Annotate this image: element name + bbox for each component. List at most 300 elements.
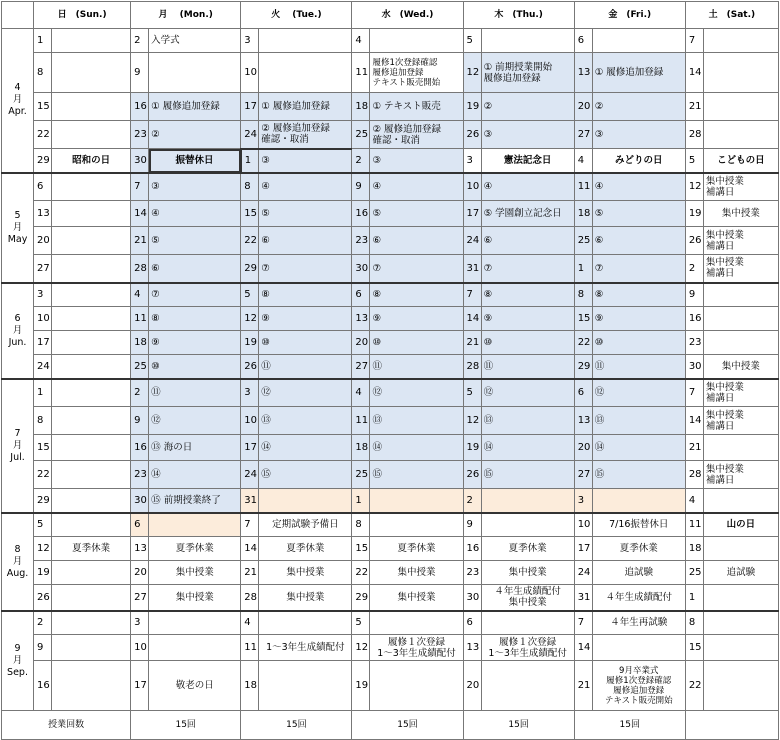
day-number-fri: 7 [574, 611, 592, 635]
day-event-sun [52, 407, 131, 435]
day-number-wed: 11 [352, 407, 370, 435]
day-event-sun [52, 307, 131, 331]
day-number-thu: 19 [463, 435, 481, 461]
day-number-thu: 12 [463, 53, 481, 93]
day-number-tue: 12 [241, 307, 259, 331]
day-event-fri: 追試験 [592, 561, 685, 585]
day-event-thu: ③ [481, 121, 574, 149]
day-number-mon: 9 [131, 407, 149, 435]
day-event-tue: ⑭ [259, 435, 352, 461]
week-row [2, 513, 779, 537]
day-number-sat: 9 [685, 283, 703, 307]
day-event-mon: 振替休日 [149, 149, 241, 173]
day-event-tue: 集中授業 [259, 561, 352, 585]
day-number-thu: 23 [463, 561, 481, 585]
week-row [2, 53, 779, 93]
day-event-sun: 夏季休業 [52, 537, 131, 561]
day-event-sat: こどもの日 [703, 149, 778, 173]
day-number-fri: 14 [574, 635, 592, 661]
week-row [2, 489, 779, 513]
day-number-sun: 10 [34, 307, 52, 331]
lesson-count-wed: 15回 [352, 711, 463, 740]
day-event-mon: ② [149, 121, 241, 149]
day-event-thu [481, 513, 574, 537]
day-event-thu: ４年生成績配付 集中授業 [481, 585, 574, 611]
day-number-sun: 17 [34, 331, 52, 355]
day-event-sat: 集中授業 [703, 355, 778, 379]
week-row [2, 435, 779, 461]
day-event-mon: ③ [149, 173, 241, 201]
week-row [2, 93, 779, 121]
day-event-mon: ① 履修追加登録 [149, 93, 241, 121]
day-event-fri: ⑪ [592, 355, 685, 379]
day-event-mon [149, 53, 241, 93]
day-event-sun [52, 201, 131, 227]
day-event-fri: ⑧ [592, 283, 685, 307]
day-number-mon: 6 [131, 513, 149, 537]
day-number-sun: 29 [34, 149, 52, 173]
day-number-sat: 5 [685, 149, 703, 173]
day-number-sat: 22 [685, 661, 703, 711]
day-number-fri: 29 [574, 355, 592, 379]
day-number-fri: 8 [574, 283, 592, 307]
day-number-sun: 1 [34, 379, 52, 407]
day-number-sun: 22 [34, 121, 52, 149]
day-number-tue: 8 [241, 173, 259, 201]
day-number-sat: 26 [685, 227, 703, 255]
day-number-sun: 12 [34, 537, 52, 561]
day-event-thu: ④ [481, 173, 574, 201]
day-event-tue [259, 29, 352, 53]
day-number-wed: 29 [352, 585, 370, 611]
day-number-thu: 21 [463, 331, 481, 355]
day-event-sat: 山の日 [703, 513, 778, 537]
day-event-sat: 集中授業 補講日 [703, 461, 778, 489]
day-number-thu: 5 [463, 379, 481, 407]
lesson-count-sat-empty [685, 711, 778, 740]
day-event-thu: ⑥ [481, 227, 574, 255]
lesson-count-mon: 15回 [131, 711, 241, 740]
day-number-mon: 28 [131, 255, 149, 283]
day-number-sat: 18 [685, 537, 703, 561]
day-event-wed: ⑫ [370, 379, 463, 407]
day-number-tue: 17 [241, 93, 259, 121]
day-event-sat [703, 331, 778, 355]
corner-cell [2, 2, 34, 29]
day-event-wed: ② 履修追加登録 確認・取消 [370, 121, 463, 149]
day-event-wed: ⑦ [370, 255, 463, 283]
day-number-sat: 4 [685, 489, 703, 513]
day-event-sun [52, 561, 131, 585]
day-event-fri: ⑩ [592, 331, 685, 355]
day-event-wed [370, 661, 463, 711]
day-event-thu [481, 29, 574, 53]
month-label: 9 月 Sep. [2, 611, 34, 711]
day-number-sun: 26 [34, 585, 52, 611]
day-number-thu: 16 [463, 537, 481, 561]
day-event-tue: ⑩ [259, 331, 352, 355]
day-event-wed: 集中授業 [370, 561, 463, 585]
day-number-tue: 3 [241, 29, 259, 53]
day-number-fri: 13 [574, 407, 592, 435]
day-number-tue: 29 [241, 255, 259, 283]
day-event-mon: ⑧ [149, 307, 241, 331]
day-event-wed: ④ [370, 173, 463, 201]
day-event-wed: ⑨ [370, 307, 463, 331]
day-number-fri: 6 [574, 379, 592, 407]
day-event-sun [52, 227, 131, 255]
day-event-sat: 集中授業 補講日 [703, 407, 778, 435]
week-row [2, 561, 779, 585]
day-number-mon: 16 [131, 435, 149, 461]
day-number-wed: 4 [352, 379, 370, 407]
header-sun: 日 (Sun.) [34, 2, 131, 29]
academic-calendar-table [1, 1, 779, 740]
day-event-sat [703, 29, 778, 53]
day-event-sun [52, 435, 131, 461]
day-event-mon: 敬老の日 [149, 661, 241, 711]
header-wed: 水 (Wed.) [352, 2, 463, 29]
week-row [2, 407, 779, 435]
day-event-mon: 集中授業 [149, 561, 241, 585]
header-tue: 火 (Tue.) [241, 2, 352, 29]
day-number-wed: 5 [352, 611, 370, 635]
day-number-tue: 18 [241, 661, 259, 711]
day-event-wed: ⑩ [370, 331, 463, 355]
day-number-fri: 27 [574, 461, 592, 489]
day-event-fri [592, 29, 685, 53]
day-number-wed: 25 [352, 461, 370, 489]
day-event-wed: ⑬ [370, 407, 463, 435]
day-event-mon: ⑫ [149, 407, 241, 435]
day-number-wed: 6 [352, 283, 370, 307]
day-event-wed [370, 29, 463, 53]
day-number-wed: 18 [352, 93, 370, 121]
day-number-wed: 23 [352, 227, 370, 255]
day-number-thu: 7 [463, 283, 481, 307]
day-number-tue: 21 [241, 561, 259, 585]
day-number-sat: 21 [685, 435, 703, 461]
day-event-sat: 集中授業 [703, 201, 778, 227]
day-event-thu: 履修１次登録 1～3年生成績配付 [481, 635, 574, 661]
day-number-mon: 20 [131, 561, 149, 585]
day-number-tue: 14 [241, 537, 259, 561]
week-row [2, 149, 779, 173]
day-event-thu: 夏季休業 [481, 537, 574, 561]
header-thu: 木 (Thu.) [463, 2, 574, 29]
day-number-thu: 26 [463, 121, 481, 149]
day-number-fri: 31 [574, 585, 592, 611]
day-event-fri: みどりの日 [592, 149, 685, 173]
week-row [2, 255, 779, 283]
day-number-mon: 17 [131, 661, 149, 711]
week-row [2, 201, 779, 227]
day-event-sat [703, 611, 778, 635]
day-number-mon: 25 [131, 355, 149, 379]
day-event-sat: 集中授業 補講日 [703, 227, 778, 255]
day-event-sun [52, 461, 131, 489]
day-number-sun: 3 [34, 283, 52, 307]
day-event-sun [52, 331, 131, 355]
day-number-sun: 16 [34, 661, 52, 711]
day-event-fri: ⑤ [592, 201, 685, 227]
day-number-sat: 28 [685, 461, 703, 489]
day-number-thu: 3 [463, 149, 481, 173]
day-number-tue: 1 [241, 149, 259, 173]
day-number-mon: 2 [131, 29, 149, 53]
day-event-mon: 入学式 [149, 29, 241, 53]
day-event-mon: ⑤ [149, 227, 241, 255]
day-event-wed: ③ [370, 149, 463, 173]
day-number-sun: 8 [34, 53, 52, 93]
day-event-fri: 夏季休業 [592, 537, 685, 561]
day-number-fri: 18 [574, 201, 592, 227]
day-number-sun: 22 [34, 461, 52, 489]
day-number-sun: 20 [34, 227, 52, 255]
day-event-mon: 夏季休業 [149, 537, 241, 561]
day-number-tue: 5 [241, 283, 259, 307]
day-event-sat: 集中授業 補講日 [703, 255, 778, 283]
day-number-wed: 13 [352, 307, 370, 331]
week-row [2, 537, 779, 561]
day-event-mon: ④ [149, 201, 241, 227]
day-number-sun: 19 [34, 561, 52, 585]
day-number-sat: 12 [685, 173, 703, 201]
day-number-sat: 25 [685, 561, 703, 585]
day-event-fri: ② [592, 93, 685, 121]
day-event-thu [481, 661, 574, 711]
day-event-sun [52, 53, 131, 93]
day-number-wed: 18 [352, 435, 370, 461]
day-event-fri: 7/16振替休日 [592, 513, 685, 537]
day-event-tue: ⑮ [259, 461, 352, 489]
day-event-mon [149, 611, 241, 635]
day-event-sun [52, 585, 131, 611]
day-number-mon: 9 [131, 53, 149, 93]
day-event-sun [52, 29, 131, 53]
day-number-sun: 29 [34, 489, 52, 513]
day-event-fri [592, 635, 685, 661]
day-event-thu: 憲法記念日 [481, 149, 574, 173]
week-row [2, 331, 779, 355]
day-event-tue: ② 履修追加登録 確認・取消 [259, 121, 352, 149]
day-number-mon: 4 [131, 283, 149, 307]
day-event-sun [52, 255, 131, 283]
day-event-thu: ⑦ [481, 255, 574, 283]
day-number-sat: 30 [685, 355, 703, 379]
day-event-thu: ⑮ [481, 461, 574, 489]
day-event-tue [259, 661, 352, 711]
day-number-tue: 10 [241, 53, 259, 93]
day-number-wed: 8 [352, 513, 370, 537]
day-event-fri: ⑮ [592, 461, 685, 489]
day-event-mon: ⑩ [149, 355, 241, 379]
day-number-fri: 10 [574, 513, 592, 537]
month-label: 7 月 Jul. [2, 379, 34, 513]
day-event-tue: ⑤ [259, 201, 352, 227]
header-sat: 土 (Sat.) [685, 2, 778, 29]
day-event-mon [149, 513, 241, 537]
day-number-sat: 14 [685, 53, 703, 93]
day-number-sat: 21 [685, 93, 703, 121]
day-number-sat: 14 [685, 407, 703, 435]
day-number-mon: 11 [131, 307, 149, 331]
day-event-wed [370, 611, 463, 635]
day-number-fri: 20 [574, 93, 592, 121]
day-number-tue: 17 [241, 435, 259, 461]
day-event-sun [52, 635, 131, 661]
weekday-header-row [2, 2, 779, 29]
day-number-tue: 10 [241, 407, 259, 435]
day-event-sun [52, 661, 131, 711]
day-number-wed: 30 [352, 255, 370, 283]
day-number-thu: 6 [463, 611, 481, 635]
day-event-tue: 1～3年生成績配付 [259, 635, 352, 661]
day-number-tue: 19 [241, 331, 259, 355]
day-event-wed: ⑭ [370, 435, 463, 461]
day-event-thu: ⑨ [481, 307, 574, 331]
day-number-wed: 15 [352, 537, 370, 561]
day-number-thu: 24 [463, 227, 481, 255]
day-event-fri: ４年生成績配付 [592, 585, 685, 611]
day-event-fri: ⑫ [592, 379, 685, 407]
day-event-tue: ⑬ [259, 407, 352, 435]
day-event-thu: ⑧ [481, 283, 574, 307]
day-event-thu: ⑭ [481, 435, 574, 461]
day-event-wed: 履修１次登録 1～3年生成績配付 [370, 635, 463, 661]
day-event-tue: 定期試験予備日 [259, 513, 352, 537]
day-number-sun: 1 [34, 29, 52, 53]
day-number-sun: 27 [34, 255, 52, 283]
day-event-sun [52, 283, 131, 307]
day-event-thu [481, 611, 574, 635]
day-number-wed: 22 [352, 561, 370, 585]
day-event-wed: 集中授業 [370, 585, 463, 611]
day-number-mon: 27 [131, 585, 149, 611]
day-number-mon: 30 [131, 149, 149, 173]
month-label: 8 月 Aug. [2, 513, 34, 611]
day-event-wed: ① テキスト販売 [370, 93, 463, 121]
day-number-sat: 23 [685, 331, 703, 355]
day-number-thu: 31 [463, 255, 481, 283]
day-number-fri: 6 [574, 29, 592, 53]
day-event-thu: ① 前期授業開始 履修追加登録 [481, 53, 574, 93]
day-number-thu: 12 [463, 407, 481, 435]
day-event-sun [52, 93, 131, 121]
day-number-thu: 9 [463, 513, 481, 537]
day-event-wed: ⑪ [370, 355, 463, 379]
day-number-sun: 9 [34, 635, 52, 661]
day-event-sat [703, 435, 778, 461]
day-number-thu: 30 [463, 585, 481, 611]
day-number-tue: 22 [241, 227, 259, 255]
day-number-mon: 7 [131, 173, 149, 201]
day-event-sun [52, 121, 131, 149]
day-number-fri: 11 [574, 173, 592, 201]
day-number-thu: 28 [463, 355, 481, 379]
day-number-mon: 30 [131, 489, 149, 513]
day-event-tue: ③ [259, 149, 352, 173]
week-row [2, 635, 779, 661]
day-event-sun [52, 355, 131, 379]
day-event-sun [52, 489, 131, 513]
day-number-sun: 15 [34, 435, 52, 461]
day-number-mon: 2 [131, 379, 149, 407]
day-number-wed: 2 [352, 149, 370, 173]
day-event-tue: ⑦ [259, 255, 352, 283]
day-number-sat: 7 [685, 29, 703, 53]
day-event-fri: ① 履修追加登録 [592, 53, 685, 93]
day-number-fri: 13 [574, 53, 592, 93]
week-row [2, 355, 779, 379]
day-number-thu: 26 [463, 461, 481, 489]
calendar-body [2, 29, 779, 711]
day-event-sun [52, 611, 131, 635]
day-number-sat: 2 [685, 255, 703, 283]
day-number-sat: 7 [685, 379, 703, 407]
day-event-sun [52, 513, 131, 537]
day-event-sun [52, 173, 131, 201]
day-number-tue: 26 [241, 355, 259, 379]
day-event-sat [703, 53, 778, 93]
day-number-tue: 31 [241, 489, 259, 513]
lesson-count-label: 授業回数 [2, 711, 131, 740]
day-event-tue: 夏季休業 [259, 537, 352, 561]
day-event-wed: ⑧ [370, 283, 463, 307]
day-event-tue: ⑫ [259, 379, 352, 407]
header-mon: 月 (Mon.) [131, 2, 241, 29]
day-number-fri: 21 [574, 661, 592, 711]
day-number-mon: 21 [131, 227, 149, 255]
day-event-fri: ③ [592, 121, 685, 149]
day-event-mon [149, 635, 241, 661]
day-event-thu: ⑫ [481, 379, 574, 407]
day-event-mon: 集中授業 [149, 585, 241, 611]
day-number-tue: 15 [241, 201, 259, 227]
day-event-fri: ⑭ [592, 435, 685, 461]
day-event-sat: 追試験 [703, 561, 778, 585]
day-number-wed: 12 [352, 635, 370, 661]
day-number-fri: 3 [574, 489, 592, 513]
day-number-mon: 23 [131, 121, 149, 149]
day-event-tue: 集中授業 [259, 585, 352, 611]
day-number-thu: 19 [463, 93, 481, 121]
day-event-fri: ⑨ [592, 307, 685, 331]
day-number-sat: 28 [685, 121, 703, 149]
day-number-thu: 13 [463, 635, 481, 661]
day-event-sat: 集中授業 補講日 [703, 173, 778, 201]
day-event-thu: ⑩ [481, 331, 574, 355]
day-event-wed: ⑤ [370, 201, 463, 227]
day-number-thu: 14 [463, 307, 481, 331]
day-number-mon: 14 [131, 201, 149, 227]
day-event-fri [592, 489, 685, 513]
day-number-wed: 4 [352, 29, 370, 53]
day-event-thu [481, 489, 574, 513]
day-number-thu: 20 [463, 661, 481, 711]
day-event-wed [370, 513, 463, 537]
day-event-sat [703, 585, 778, 611]
day-number-mon: 3 [131, 611, 149, 635]
day-number-sun: 24 [34, 355, 52, 379]
day-event-mon: ⑦ [149, 283, 241, 307]
day-number-fri: 20 [574, 435, 592, 461]
week-row [2, 227, 779, 255]
week-row [2, 29, 779, 53]
day-event-tue: ⑥ [259, 227, 352, 255]
day-number-sat: 11 [685, 513, 703, 537]
day-number-tue: 7 [241, 513, 259, 537]
